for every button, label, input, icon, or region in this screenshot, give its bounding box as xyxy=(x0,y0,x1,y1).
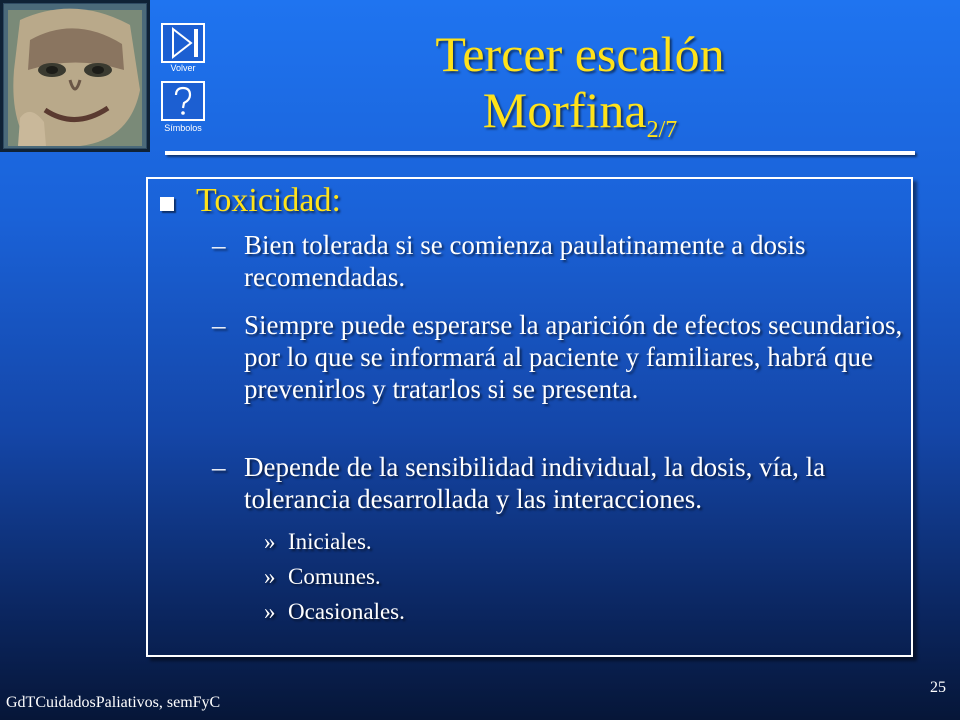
title-divider xyxy=(165,151,915,155)
footer-credit: GdTCuidadosPaliativos, semFyC xyxy=(6,694,221,711)
play-to-end-icon xyxy=(163,25,203,61)
list-item-text: Depende de la sensibilidad individual, la dosis, vía, la tolerancia desarrollada y las interacciones. xyxy=(244,452,826,514)
symbols-button[interactable] xyxy=(161,81,205,121)
chevron-marker: » xyxy=(264,564,276,589)
list-item xyxy=(212,451,912,515)
list-item xyxy=(212,229,912,293)
dash-marker: – xyxy=(212,230,226,260)
question-mark-icon xyxy=(163,83,203,119)
back-label: Volver xyxy=(170,63,196,73)
back-button[interactable] xyxy=(161,23,205,63)
title-line-2 xyxy=(340,82,820,148)
sublist-item-text: Ocasionales. xyxy=(288,599,405,624)
sublist-item xyxy=(264,598,405,626)
dash-marker: – xyxy=(212,310,226,340)
chevron-marker: » xyxy=(264,529,276,554)
sublist-item-text: Comunes. xyxy=(288,564,381,589)
portrait-painting xyxy=(0,0,150,152)
list-item xyxy=(212,309,912,405)
sublist-item xyxy=(264,528,372,556)
list-item-text: Siempre puede esperarse la aparición de efectos secundarios, por lo que se informará al paciente y familiares, habrá que prevenirlos y tratarlos si se presenta. xyxy=(244,310,903,404)
bullet-heading: Toxicidad: xyxy=(196,182,341,219)
bullet-square-icon xyxy=(160,197,174,211)
symbols-label: Símbolos xyxy=(164,123,202,133)
title-subscript: 2/7 xyxy=(646,117,678,143)
chevron-marker: » xyxy=(264,599,276,624)
list-item-text: Bien tolerada si se comienza paulatinamente a dosis recomendadas. xyxy=(244,230,806,292)
dash-marker: – xyxy=(212,452,226,482)
page-number: 25 xyxy=(930,679,946,696)
sublist-item xyxy=(264,563,381,591)
sublist-item-text: Iniciales. xyxy=(288,529,372,554)
title-line-1: Tercer escalón xyxy=(435,26,725,82)
title-main-word: Morfina xyxy=(482,82,647,138)
slide-title xyxy=(340,26,820,148)
